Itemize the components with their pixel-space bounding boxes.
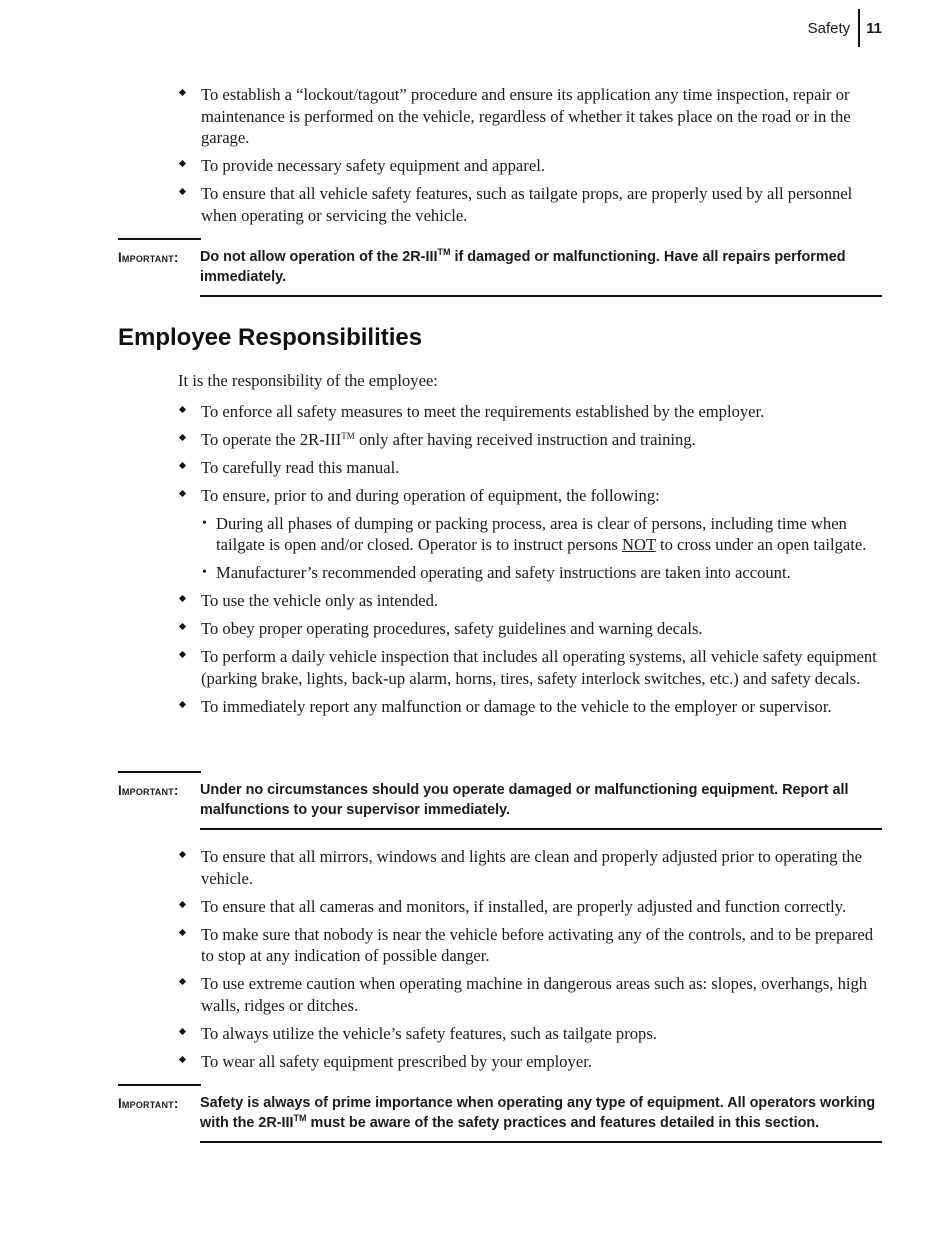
important-label: Important:: [118, 783, 179, 798]
employer-responsibilities-list: [178, 84, 884, 233]
note-top-rule: [118, 238, 201, 240]
list-item: To ensure that all cameras and monitors, if installed, are properly adjusted and function correctly.: [178, 896, 884, 918]
important-text: Safety is always of prime importance when operating any type of equipment. All operators working with the 2R-III™ must be aware of the safety practices and features detailed in this section.: [200, 1095, 876, 1131]
note-bottom-rule: [200, 828, 882, 830]
note-bottom-rule: [200, 1141, 882, 1143]
important-label: Important:: [118, 250, 179, 265]
section-heading: Employee Responsibilities: [118, 324, 423, 351]
list-item: To operate the 2R-III™ only after having received instruction and training.: [178, 429, 884, 451]
list-item: To wear all safety equipment prescribed by your employer.: [178, 1051, 884, 1073]
important-note: [118, 1084, 882, 1143]
important-text: Do not allow operation of the 2R-III™ if damaged or malfunctioning. Have all repairs performed immediately.: [200, 247, 846, 285]
intro-text: It is the responsibility of the employee:: [178, 371, 438, 390]
sub-list: [201, 513, 884, 584]
list-item: To obey proper operating procedures, safety guidelines and warning decals.: [178, 618, 884, 640]
list-item: To provide necessary safety equipment and apparel.: [178, 155, 884, 177]
page-number: 11: [866, 19, 882, 37]
important-label: Important:: [118, 1096, 179, 1111]
list-item: To ensure, prior to and during operation of equipment, the following: • During all phases of dumping or packing process, area is clear of persons, including time when tailgate is open and/or closed. Operator is to instruct persons NOT to cross under an open tailgate. • Manufacturer’s recommended operating and safety instructions are taken into account.: [178, 485, 884, 584]
list-item: To ensure that all mirrors, windows and lights are clean and properly adjusted prior to operating the vehicle.: [178, 846, 884, 889]
running-header: [808, 9, 882, 47]
list-item: To always utilize the vehicle’s safety features, such as tailgate props.: [178, 1023, 884, 1045]
list-item: To use the vehicle only as intended.: [178, 590, 884, 612]
list-item: To ensure that all vehicle safety features, such as tailgate props, are properly used by all personnel when operating or servicing the vehicle.: [178, 183, 884, 226]
note-top-rule: [118, 1084, 201, 1086]
sub-list-item: • Manufacturer’s recommended operating and safety instructions are taken into account.: [201, 562, 884, 584]
list-item: To immediately report any malfunction or damage to the vehicle to the employer or supervisor.: [178, 696, 884, 718]
note-top-rule: [118, 771, 201, 773]
list-item: To perform a daily vehicle inspection that includes all operating systems, all vehicle safety equipment (parking brake, lights, back-up alarm, horns, tires, safety interlock switches, etc.) and safety decals.: [178, 646, 884, 689]
list-item: To enforce all safety measures to meet the requirements established by the employer.: [178, 401, 884, 423]
employee-responsibilities-list: [178, 401, 884, 724]
list-item: To make sure that nobody is near the vehicle before activating any of the controls, and to be prepared to stop at any indication of possible danger.: [178, 924, 884, 967]
list-item: To use extreme caution when operating machine in dangerous areas such as: slopes, overhangs, high walls, ridges or ditches.: [178, 973, 884, 1016]
additional-responsibilities-list: [178, 846, 884, 1079]
important-note: [118, 238, 882, 297]
sub-list-item: • During all phases of dumping or packing process, area is clear of persons, including time when tailgate is open and/or closed. Operator is to instruct persons NOT to cross under an open tailgate.: [201, 513, 884, 556]
list-item: To establish a “lockout/tagout” procedure and ensure its application any time inspection, repair or maintenance is performed on the vehicle, regardless of whether it takes place on the road or in the garage.: [178, 84, 884, 149]
trademark-mark: TM: [437, 247, 451, 257]
section-name: Safety: [807, 19, 851, 37]
trademark-mark: TM: [341, 431, 355, 441]
note-bottom-rule: [200, 295, 882, 297]
list-item: To carefully read this manual.: [178, 457, 884, 479]
important-text: Under no circumstances should you operate damaged or malfunctioning equipment. Report all malfunctions to your supervisor immediately.: [200, 782, 849, 818]
emphasis-not: NOT: [622, 535, 656, 554]
trademark-mark: TM: [293, 1112, 307, 1123]
important-note: [118, 771, 882, 830]
